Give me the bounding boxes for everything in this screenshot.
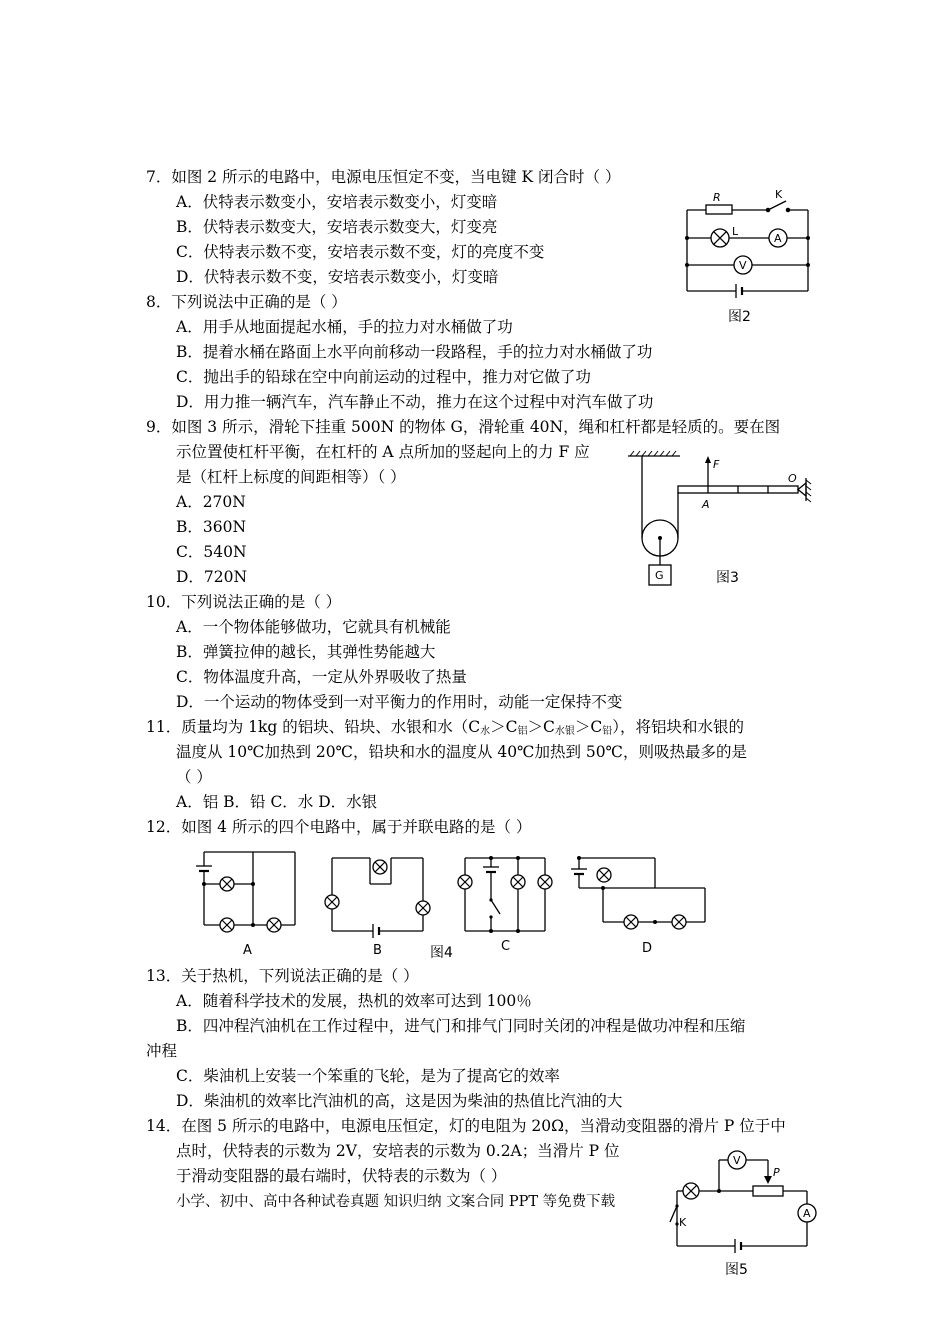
figure-2-circuit	[680, 188, 815, 328]
q13-option-b-line-2: 冲程	[146, 1042, 178, 1060]
figure-5-circuit	[655, 1146, 825, 1280]
q14-line-3: 于滑动变阻器的最右端时，伏特表的示数为（ ）	[176, 1167, 507, 1185]
q13-stem: 13．关于热机，下列说法正确的是（ ）	[146, 967, 419, 985]
fig4-label-a: A	[243, 943, 252, 958]
fig2-label-r: R	[713, 191, 721, 204]
q11-options: A．铝 B．铅 C．水 D．水银	[176, 793, 378, 811]
fig2-label-l: L	[732, 225, 739, 238]
q7-option-d: D．伏特表示数不变，安培表示数变小，灯变暗	[176, 268, 499, 286]
q14-line-2: 点时，伏特表的示数为 2V，安培表的示数为 0.2A；当滑片 P 位	[176, 1142, 620, 1160]
fig3-caption: 图3	[716, 570, 739, 586]
q13-option-a: A．随着科学技术的发展，热机的效率可达到 100％	[176, 992, 532, 1010]
q8-option-a: A．用手从地面提起水桶，手的拉力对水桶做了功	[176, 318, 513, 336]
q11-line-3: （ ）	[176, 768, 212, 786]
footer-download-note: 小学、初中、高中各种试卷真题 知识归纳 文案合同 PPT 等免费下载	[176, 1194, 616, 1210]
q10-stem: 10．下列说法正确的是（ ）	[146, 593, 342, 611]
q8-stem: 8．下列说法中正确的是（ ）	[146, 293, 347, 311]
q10-option-a: A．一个物体能够做功，它就具有机械能	[176, 618, 451, 636]
q8-option-c: C．抛出手的铅球在空中向前运动的过程中，推力对它做了功	[176, 368, 591, 386]
q7-option-a: A．伏特表示数变小，安培表示数变小，灯变暗	[176, 193, 498, 211]
fig5-voltmeter-label: V	[733, 1154, 741, 1167]
q14-line-1: 14．在图 5 所示的电路中，电源电压恒定，灯的电阻为 20Ω，当滑动变阻器的滑片 P 位于中	[146, 1117, 786, 1135]
fig3-label-g: G	[655, 569, 664, 582]
fig5-caption: 图5	[725, 1262, 748, 1278]
fig4-label-b: B	[373, 943, 382, 958]
q13-option-c: C．柴油机上安装一个笨重的飞轮，是为了提高它的效率	[176, 1067, 560, 1085]
q8-option-b: B．提着水桶在路面上水平向前移动一段路程，手的拉力对水桶做了功	[176, 343, 653, 361]
q13-option-b-line-1: B．四冲程汽油机在工作过程中，进气门和排气门同时关闭的冲程是做功冲程和压缩	[176, 1017, 746, 1035]
q9-option-a: A．270N	[176, 493, 246, 511]
q10-option-b: B．弹簧拉伸的越长，其弹性势能越大	[176, 643, 436, 661]
q12-stem: 12．如图 4 所示的四个电路中，属于并联电路的是（ ）	[146, 818, 532, 836]
fig2-ammeter-label: A	[774, 232, 782, 245]
fig5-ammeter-label: A	[803, 1207, 811, 1220]
fig3-label-o: O	[788, 472, 797, 485]
figure-4-circuits	[180, 842, 720, 964]
q11-line-1: 11．质量均为 1kg 的铝块、铅块、水银和水$(C_水>C_铝>C_{水银}>C_铅)$，将铝块和水银的	[146, 718, 745, 737]
q11-line-2: 温度从 10℃加热到 20℃，铅块和水的温度从 40℃加热到 50℃，则吸热最多的是	[176, 743, 747, 761]
fig4-caption: 图4	[430, 945, 453, 961]
fig5-label-p: P	[773, 1166, 780, 1179]
fig5-label-k: K	[679, 1216, 687, 1229]
q9-option-c: C．540N	[176, 543, 247, 561]
q13-option-d: D．柴油机的效率比汽油机的高，这是因为柴油的热值比汽油的大	[176, 1092, 623, 1110]
q7-option-b: B．伏特表示数变大，安培表示数变大，灯变亮	[176, 218, 498, 236]
q9-line-1: 9．如图 3 所示，滑轮下挂重 500N 的物体 G，滑轮重 40N，绳和杠杆都是轻质的。要在图	[146, 418, 781, 436]
fig2-caption: 图2	[728, 309, 751, 325]
q10-option-d: D．一个运动的物体受到一对平衡力的作用时，动能一定保持不变	[176, 693, 623, 711]
fig4-label-d: D	[642, 941, 653, 956]
fig4-label-c: C	[501, 939, 511, 954]
q8-option-d: D．用力推一辆汽车，汽车静止不动，推力在这个过程中对汽车做了功	[176, 393, 654, 411]
q9-line-3: 是（杠杆上标度的间距相等）（ ）	[176, 468, 406, 486]
q9-option-d: D．720N	[176, 568, 248, 586]
q9-line-2: 示位置使杠杆平衡，在杠杆的 A 点所加的竖起向上的力 F 应	[176, 443, 590, 461]
fig2-label-k: K	[775, 188, 783, 201]
q7-option-c: C．伏特表示数不变，安培表示数不变，灯的亮度不变	[176, 243, 545, 261]
figure-3-lever-pulley	[620, 448, 815, 588]
q10-option-c: C．物体温度升高，一定从外界吸收了热量	[176, 668, 467, 686]
fig2-voltmeter-label: V	[739, 259, 747, 272]
fig3-label-a: A	[702, 498, 710, 511]
q7-stem: 7．如图 2 所示的电路中，电源电压恒定不变，当电键 K 闭合时（ ）	[146, 168, 621, 186]
fig3-label-f: F	[713, 458, 720, 471]
q9-option-b: B．360N	[176, 518, 247, 536]
